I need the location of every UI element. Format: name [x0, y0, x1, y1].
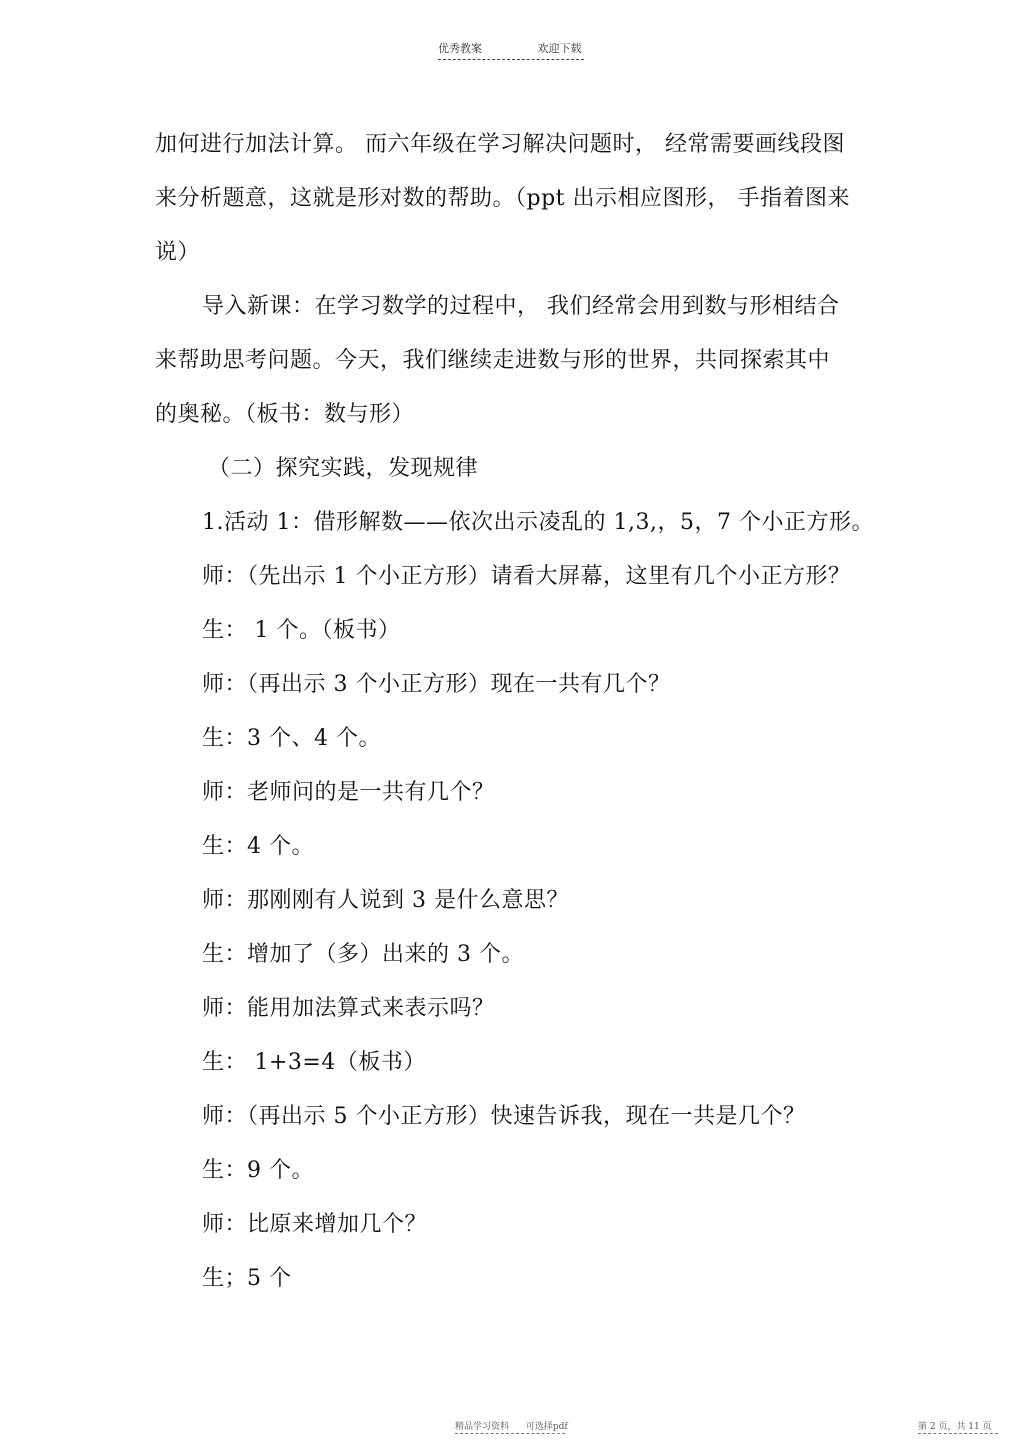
page-number-divider [918, 1433, 998, 1434]
dialogue-line: 师：（再出示 3 个小正方形）现在一共有几个？ [202, 672, 671, 697]
dialogue-line: 师：能用加法算式来表示吗？ [202, 996, 495, 1021]
header-divider [438, 59, 584, 60]
page-header [438, 40, 588, 56]
dialogue-line: 师：（先出示 1 个小正方形）请看大屏幕，这里有几个小正方形？ [202, 564, 851, 589]
footer-left-text: 精品学习资料 [455, 1422, 510, 1432]
dialogue-line: 生：4 个。 [202, 834, 314, 859]
footer-divider [455, 1433, 565, 1434]
section-heading: （二）探究实践，发现规律 [208, 456, 479, 481]
paragraph-line: 说） [155, 240, 201, 265]
page-number: 第 2 页，共 11 页 [918, 1422, 992, 1432]
dialogue-line: 生：9 个。 [202, 1158, 314, 1183]
paragraph-line: 1.活动 1：借形解数——依次出示凌乱的 1,3,，5，7 个小正方形。 [202, 510, 874, 535]
header-right-text: 欢迎下载 [537, 42, 582, 55]
paragraph-line: 的奥秘。（板书：数与形） [155, 402, 415, 427]
dialogue-line: 生： 1+3=4（板书） [202, 1050, 426, 1075]
dialogue-line: 生： 1 个。（板书） [202, 618, 401, 643]
header-left-text: 优秀教案 [438, 42, 482, 55]
dialogue-line: 生：增加了（多）出来的 3 个。 [202, 942, 524, 967]
dialogue-line: 师：比原来增加几个？ [202, 1212, 428, 1237]
page-footer [455, 1419, 568, 1432]
dialogue-line: 师：（再出示 5 个小正方形）快速告诉我，现在一共是几个？ [202, 1104, 806, 1129]
footer-right-text: 可选择pdf [525, 1422, 568, 1432]
paragraph-line: 导入新课：在学习数学的过程中， 我们经常会用到数与形相结合 [202, 294, 840, 319]
dialogue-line: 师：那刚刚有人说到 3 是什么意思？ [202, 888, 569, 913]
dialogue-line: 师：老师问的是一共有几个？ [202, 780, 495, 805]
paragraph-line: 来帮助思考问题。今天，我们继续走进数与形的世界，共同探索其中 [155, 348, 831, 373]
paragraph-line: 来分析题意，这就是形对数的帮助。（ppt 出示相应图形， 手指着图来 [155, 186, 850, 211]
dialogue-line: 生；5 个 [202, 1266, 292, 1291]
dialogue-line: 生：3 个、4 个。 [202, 726, 381, 751]
paragraph-line: 加何进行加法计算。 而六年级在学习解决问题时， 经常需要画线段图 [155, 132, 845, 157]
